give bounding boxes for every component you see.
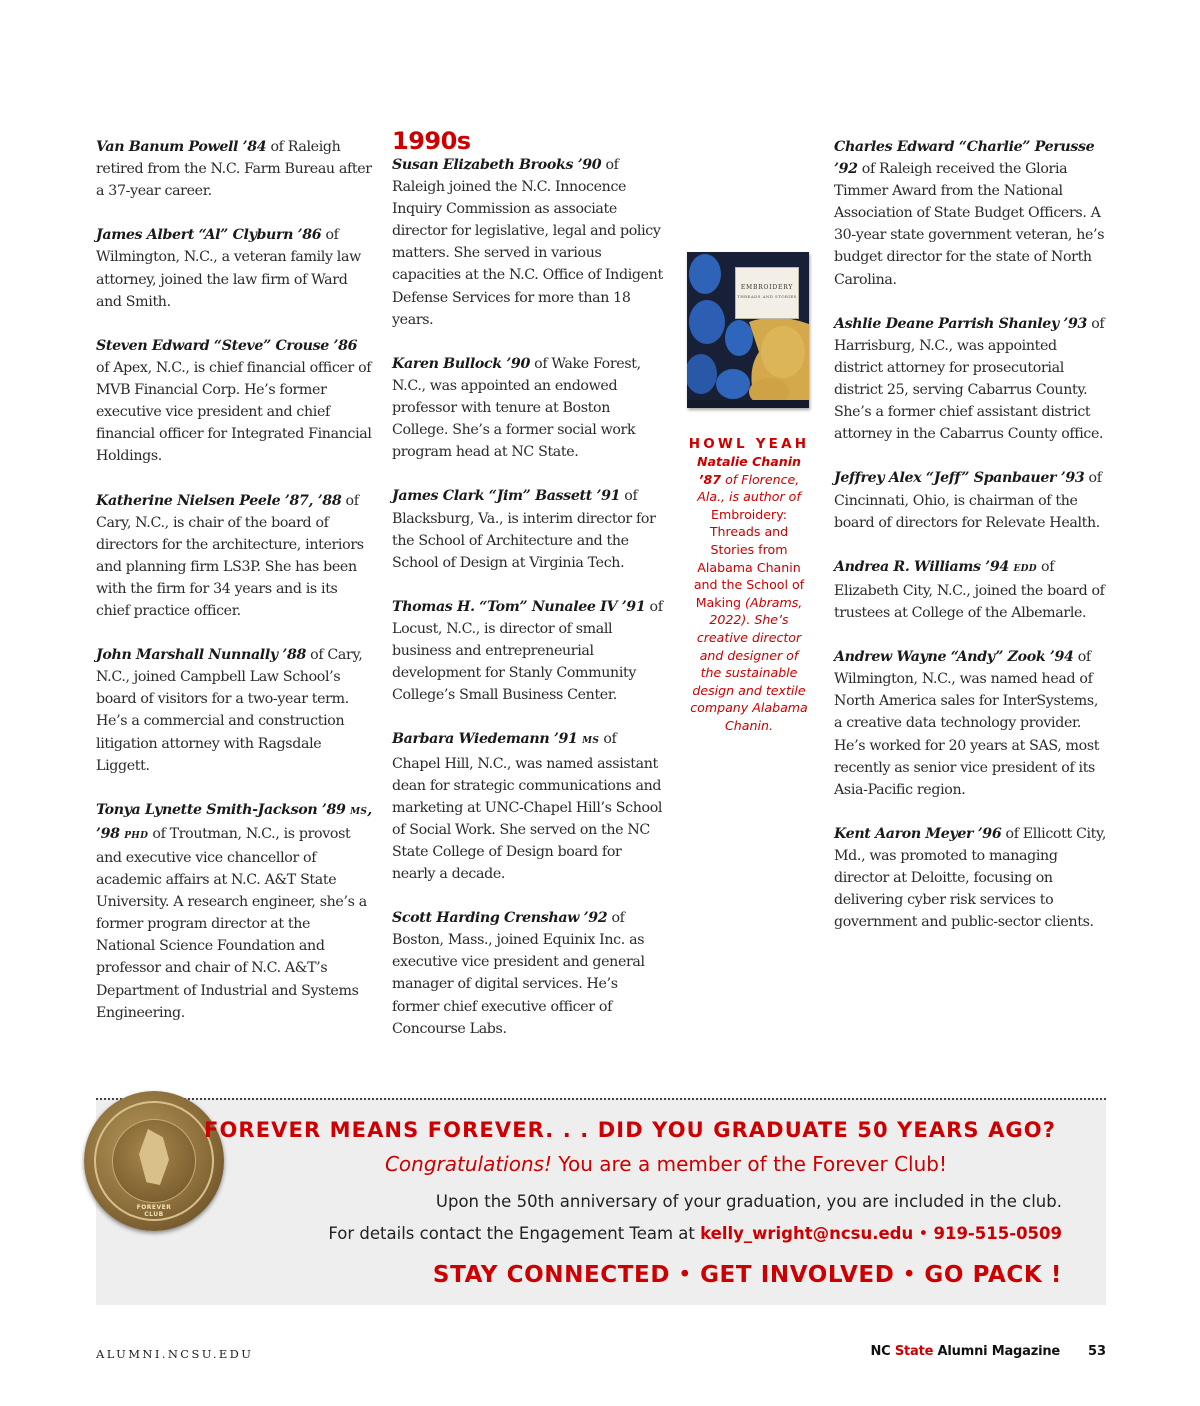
alumni-name: James Clark “Jim” Bassett ’91 xyxy=(392,488,621,505)
alumni-name: James Albert “Al” Clyburn ’86 xyxy=(96,227,322,244)
alumni-name: Scott Harding Crenshaw ’92 xyxy=(392,910,608,927)
name-part: Barbara Wiedemann ’91 xyxy=(392,731,583,748)
class-note xyxy=(834,313,1106,446)
class-note xyxy=(96,335,372,468)
contact-phone-link[interactable]: 919-515-0509 xyxy=(933,1224,1062,1243)
note-text: of Wilmington, N.C., a veteran family law attorney, joined the law firm of Ward and Smith. xyxy=(96,227,361,310)
column-1 xyxy=(96,136,372,1046)
alumni-name: Susan Elizabeth Brooks ’90 xyxy=(392,157,602,173)
page-number: 53 xyxy=(1088,1344,1107,1359)
note-text: of Ellicott City, Md., was promoted to managing director at Deloitte, focusing on delivering cyber risk services to government and public-sector clients. xyxy=(834,825,1106,931)
cta-stay-connected: STAY CONNECTED xyxy=(432,1262,671,1288)
caption-text: of Florence, Ala., is author of xyxy=(697,471,801,505)
note-text: of Apex, N.C., is chief financial officer of MVB Financial Corp. He’s former executive vice president and chief financial officer for Integrated Financial Holdings. xyxy=(96,359,372,465)
forever-club-seal-icon xyxy=(84,1091,224,1231)
note-text: of Raleigh received the Gloria Timmer Award from the National Association of State Budget Officers. A 30-year state government veteran, he’s budget director for the state of North Carolina. xyxy=(834,161,1105,288)
column-2 xyxy=(392,127,668,1062)
seal-text: FOREVER CLUB xyxy=(136,1204,172,1218)
book-subtitle: THREADS AND STORIES xyxy=(737,294,797,299)
class-note xyxy=(96,224,372,312)
class-note xyxy=(392,154,668,331)
congrats-text: Congratulations! xyxy=(384,1152,553,1176)
caption-book-title: Embroidery: Threads and Stories from Alabama Chanin and the School of Making xyxy=(693,506,805,610)
caption-name: Natalie Chanin ’87 xyxy=(696,454,802,487)
book-title: EMBROIDERY xyxy=(740,284,794,291)
caption-header: HOWL YEAH xyxy=(688,436,810,452)
note-text: of Locust, N.C., is director of small business and entrepreneurial development for Stanly Community College’s Small Business Center. xyxy=(392,598,663,704)
note-text: of Cary, N.C., is chair of the board of directors for the architecture, interiors and planning firm LS3P. She has been with the firm for 34 years and is its chief practice officer. xyxy=(96,492,364,619)
class-note xyxy=(392,728,668,885)
note-text: of Cary, N.C., joined Campbell Law School’s board of visitors for a two-year term. He’s a commercial and construction litigation attorney with Ragsdale Liggett. xyxy=(96,647,363,774)
name-part: Tonya Lynette Smith-Jackson ’89 xyxy=(96,801,351,818)
bullet-separator: • xyxy=(894,1262,925,1288)
alumni-name xyxy=(392,731,599,747)
mag-nc: NC xyxy=(870,1344,895,1359)
forever-subheadline xyxy=(385,1152,947,1176)
degree-abbrev: PHD xyxy=(124,830,149,841)
alumni-name: Kent Aaron Meyer ’96 xyxy=(834,825,1002,842)
degree-abbrev: MS xyxy=(582,736,600,747)
alumni-name: Katherine Nielsen Peele ’87, ’88 xyxy=(96,492,342,509)
note-text: of Cincinnati, Ohio, is chairman of the board of directors for Relevate Health. xyxy=(834,470,1102,531)
column-3 xyxy=(834,136,1106,955)
class-note xyxy=(392,907,668,1040)
note-text: of Blacksburg, Va., is interim director for the School of Architecture and the School of Design at Virginia Tech. xyxy=(392,488,656,571)
book-caption xyxy=(688,436,810,735)
contact-email-link[interactable]: kelly_wright@ncsu.edu xyxy=(700,1224,914,1243)
alumni-name: Andrew Wayne “Andy” Zook ’94 xyxy=(834,649,1074,666)
alumni-name: Van Banum Powell ’84 xyxy=(96,139,267,155)
class-note xyxy=(96,799,372,1024)
class-note xyxy=(834,136,1106,291)
forever-headline: FOREVER MEANS FOREVER. . . DID YOU GRADUATE 50 YEARS AGO? xyxy=(204,1118,1056,1142)
class-note xyxy=(834,823,1106,933)
alumni-name: John Marshall Nunnally ’88 xyxy=(96,647,306,664)
alumni-name: Karen Bullock ’90 xyxy=(392,355,530,372)
class-note xyxy=(96,644,372,777)
note-text: of Wake Forest, N.C., was appointed an endowed professor with tenure at Boston College. She’s a former social work program head at NC State. xyxy=(392,355,641,461)
bullet-separator: • xyxy=(670,1262,701,1288)
contact-prefix: For details contact the Engagement Team at xyxy=(328,1224,701,1243)
alumni-name: Ashlie Deane Parrish Shanley ’93 xyxy=(834,315,1088,332)
magazine-name xyxy=(870,1344,1060,1359)
alumni-name: Jeffrey Alex “Jeff” Spanbauer ’93 xyxy=(834,470,1085,487)
note-text: of Troutman, N.C., is provost and executive vice chancellor of academic affairs at N.C. A&T State University. A research engineer, she’s a former program director at the National Science Foundation and professor and chair of N.C. A&T’s Department of Industrial and Systems Engineering. xyxy=(96,825,367,1021)
class-note xyxy=(834,646,1106,801)
degree-abbrev: MS xyxy=(350,806,368,817)
alumni-name xyxy=(834,559,1037,575)
mag-state: State xyxy=(894,1344,934,1359)
note-text: of Raleigh joined the N.C. Innocence Inquiry Commission as associate director for legislative, legal and policy matters. She served in various capacities at the N.C. Office of Indigent Defense Services for more than 18 years. xyxy=(392,157,663,328)
cta-get-involved: GET INVOLVED xyxy=(700,1262,895,1288)
book-cover-image xyxy=(687,252,809,408)
note-text: of Harrisburg, N.C., was appointed district attorney for prosecutorial district 25, serving Cabarrus County. She’s a former chief assistant district attorney in the Cabarrus County office. xyxy=(834,315,1105,443)
alumni-name: Steven Edward “Steve” Crouse ’86 xyxy=(96,337,358,354)
book-title-panel xyxy=(735,267,799,319)
class-note xyxy=(392,596,668,706)
class-note xyxy=(96,490,372,623)
member-text: You are a member of the Forever Club! xyxy=(552,1152,947,1176)
caption-body xyxy=(688,453,810,735)
forever-cta xyxy=(433,1262,1062,1288)
forever-description: Upon the 50th anniversary of your graduation, you are included in the club. xyxy=(435,1192,1062,1211)
note-text: of Raleigh retired from the N.C. Farm Bureau after a 37-year career. xyxy=(96,139,372,200)
alumni-name: Thomas H. “Tom” Nunalee IV ’91 xyxy=(392,598,646,615)
class-note xyxy=(834,467,1106,533)
degree-abbrev: EDD xyxy=(1013,563,1037,574)
class-note xyxy=(96,136,372,202)
bullet-separator: • xyxy=(913,1224,934,1243)
note-text: of Boston, Mass., joined Equinix Inc. as executive vice president and general manager of digital services. He’s former chief executive officer of Concourse Labs. xyxy=(392,910,645,1037)
forever-contact xyxy=(328,1224,1062,1243)
class-note xyxy=(392,353,668,463)
cta-go-pack: GO PACK ! xyxy=(924,1262,1062,1288)
name-part: , ’98 xyxy=(96,801,372,842)
name-part: Andrea R. Williams ’94 xyxy=(834,558,1014,575)
note-text: of Chapel Hill, N.C., was named assistant dean for strategic communications and marketing at UNC-Chapel Hill’s School of Social Work. She served on the NC State College of Design board for nearly a decade. xyxy=(392,731,663,882)
class-note xyxy=(392,485,668,573)
decade-heading: 1990s xyxy=(392,127,471,155)
note-text: of Wilmington, N.C., was named head of North America sales for InterSystems, a creative data technology provider. He’s worked for 20 years at SAS, most recently as senior vice president of its Asia-Pacific region. xyxy=(834,649,1100,798)
footer-url-link[interactable]: ALUMNI.NCSU.EDU xyxy=(96,1347,254,1361)
class-note xyxy=(834,556,1106,624)
mag-rest: Alumni Magazine xyxy=(933,1344,1060,1359)
alumni-name: Charles Edward “Charlie” Perusse ’92 xyxy=(834,139,1095,178)
caption-text: (Abrams, 2022). She’s creative director and designer of the sustainable design and textile company Alabama Chanin. xyxy=(690,594,808,733)
note-text: of Elizabeth City, N.C., joined the board of trustees at College of the Albemarle. xyxy=(834,558,1105,621)
